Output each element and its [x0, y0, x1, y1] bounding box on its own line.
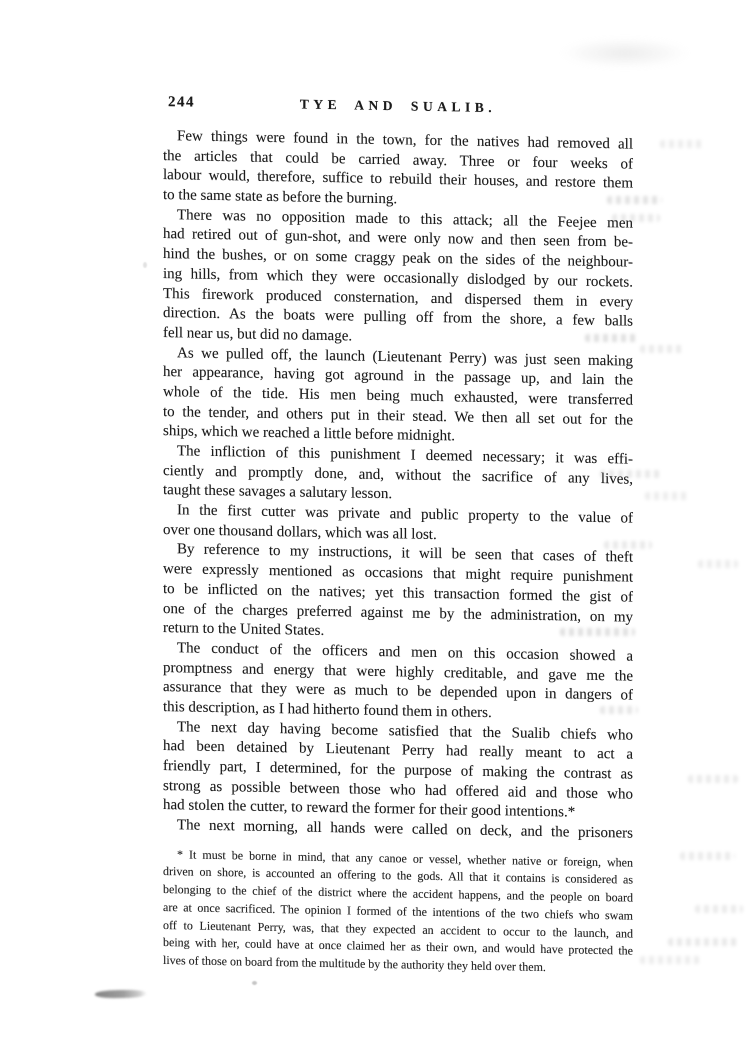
text-line: had been detained by Lieutenant Perry had really meant to act a [163, 738, 633, 763]
page-number: 244 [168, 94, 195, 111]
page-content [163, 94, 633, 978]
text-line: had retired out of gun-shot, and were only now and then seen from be- [163, 226, 633, 252]
bleedthrough-mark [600, 470, 660, 478]
text-line: to the same state as before the burning. [163, 187, 398, 208]
bleedthrough-mark [695, 905, 743, 913]
text-line: had stolen the cutter, to reward the former for their good intentions.* [163, 797, 576, 821]
text-line: Few things were found in the town, for the natives had removed all [177, 128, 633, 153]
running-head [163, 94, 633, 119]
text-line: The conduct of the officers and men on this occasion showed a [177, 640, 633, 665]
text-line: belonging to the chief of the district where the accident happens, and the people on board [163, 882, 633, 905]
bleedthrough-mark [640, 956, 700, 964]
text-line: this description, as I had hitherto found them in others. [163, 698, 492, 721]
paragraph [163, 718, 633, 825]
bleedthrough-mark [698, 560, 738, 568]
chapter-title: TYE AND SUALIB. [299, 96, 497, 116]
text-line: hind the bushes, or on some craggy peak on the sides of the neighbour- [163, 246, 633, 271]
bleedthrough-mark [600, 706, 638, 714]
text-line: ships, which we reached a little before midnight. [163, 423, 455, 445]
text-line: to be inflicted on the natives; yet this transaction formed the gist of [163, 580, 633, 606]
text-line: * It must be borne in mind, that any canoe or vessel, whether native or foreign, when [177, 847, 633, 870]
body-text [163, 127, 633, 844]
text-line: the articles that could be carried away. Three or four weeks of [163, 147, 633, 173]
ink-speck [143, 262, 147, 268]
text-line: direction. As the boats were pulling off from the shore, a few balls [163, 305, 633, 330]
text-line: fell near us, but did no damage. [163, 324, 353, 345]
text-line: return to the United States. [163, 620, 325, 640]
bleedthrough-mark [645, 492, 690, 500]
paragraph [163, 127, 633, 214]
text-line: are at once sacrificed. The opinion I formed of the intentions of the two chiefs who swam [163, 899, 633, 923]
text-line: This firework produced consternation, and dispersed them in every [163, 285, 633, 311]
footnote [163, 846, 633, 978]
bleedthrough-mark [607, 196, 662, 204]
paragraph [163, 442, 633, 510]
bleedthrough-mark [688, 775, 738, 783]
paragraph [163, 344, 633, 451]
paragraph [163, 639, 633, 726]
text-line: ciently and promptly done, and, without the sacrifice of any lives, [163, 462, 633, 488]
text-line: off to Lieutenant Perry, was, that they expected an accident to occur to the launch, and [163, 917, 633, 941]
paragraph [163, 206, 633, 352]
text-line: to the tender, and others put in their stead. We then all set out for the [163, 403, 633, 429]
text-line: The next day having become satisfied that the Sualib chiefs who [177, 718, 633, 744]
ink-smudge [95, 990, 147, 999]
text-line: In the first cutter was private and public property to the value of [177, 502, 633, 527]
bleedthrough-mark [612, 214, 660, 222]
text-line: taught these savages a salutary lesson. [163, 482, 393, 503]
bleedthrough-mark [640, 345, 685, 353]
bleedthrough-mark [560, 628, 635, 636]
text-line: over one thousand dollars, which was all lost. [163, 521, 437, 543]
text-line: strong as possible between those who had offered aid and those who [163, 777, 633, 803]
text-line: being with her, could have at once claimed her as their own, and would have protected the [163, 935, 633, 958]
text-line: The next morning, all hands were called on deck, and the prisoners [177, 817, 633, 842]
text-line: driven on shore, is accounted an offering to the gods. All that it contains is considered as [163, 864, 633, 888]
text-line: As we pulled off, the launch (Lieutenant Perry) was just seen making [177, 344, 633, 370]
bleedthrough-mark [680, 852, 735, 860]
text-line: By reference to my instructions, it will be seen that cases of theft [177, 541, 633, 567]
text-line: were expressly mentioned as occasions that might require punishment [163, 561, 633, 586]
bleedthrough-mark [604, 541, 652, 549]
text-line: labour would, therefore, suffice to rebuild their houses, and restore them [163, 167, 633, 192]
text-line: ing hills, from which they were occasionally dislodged by our rockets. [163, 265, 633, 291]
text-line: assurance that they were as much to be depended upon in dangers of [163, 679, 633, 704]
text-line: There was no opposition made to this attack; all the Feejee men [177, 207, 633, 232]
bleedthrough-mark [585, 334, 637, 342]
ink-speck [252, 981, 257, 985]
text-line: lives of those on board from the multitude by the authority they held over them. [163, 952, 546, 974]
text-line: whole of the tide. His men being much exhausted, were transferred [163, 383, 633, 409]
text-line: The infliction of this punishment I deemed necessary; it was effi- [177, 443, 633, 468]
bleedthrough-mark [660, 140, 705, 148]
bleedthrough-mark [668, 938, 738, 946]
text-line: her appearance, having got aground in the passage up, and lain the [163, 364, 633, 389]
text-line: promptness and energy that were highly creditable, and gave me the [163, 659, 633, 685]
text-line: one of the charges preferred against me by the administration, on my [163, 600, 633, 626]
text-line: friendly part, I determined, for the purpose of making the contrast as [163, 758, 633, 783]
scan-haze [560, 38, 690, 68]
